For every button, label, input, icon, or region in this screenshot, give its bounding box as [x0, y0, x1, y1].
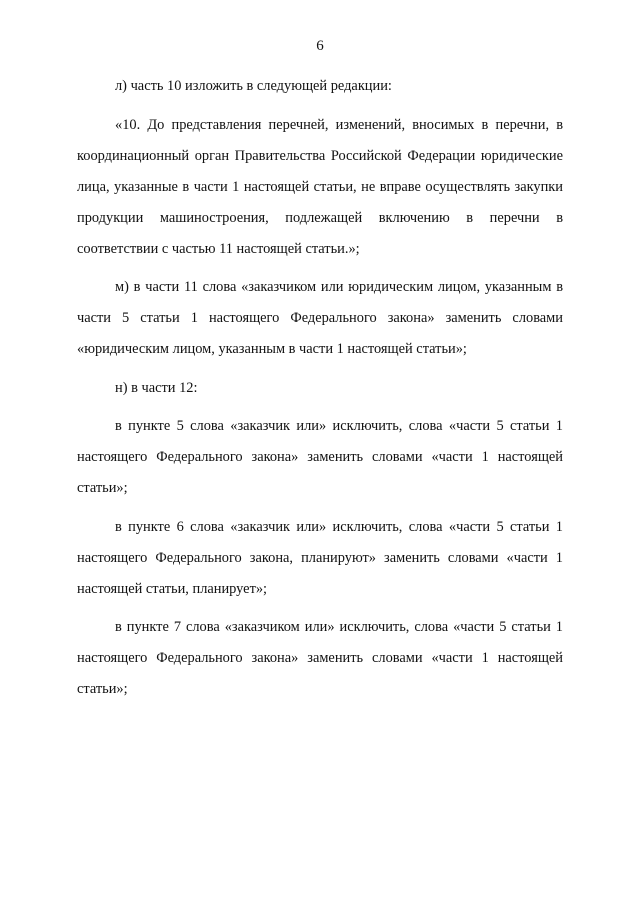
- paragraph-l-part-10: л) часть 10 изложить в следующей редакции:: [115, 78, 392, 94]
- paragraph-point-7: в пункте 7 слова «заказчиком или» исключить, слова «части 5 статьи 1 настоящего Федерального закона» заменить словами «части 1 настоящей статьи»;: [77, 619, 563, 697]
- paragraph-n-part-12: н) в части 12:: [115, 379, 198, 396]
- paragraph-point-5: в пункте 5 слова «заказчик или» исключить, слова «части 5 статьи 1 настоящего Федерального закона» заменить словами «части 1 настоящей статьи»;: [77, 418, 563, 496]
- paragraph-quoted-part-10: «10. До представления перечней, изменений, вносимых в перечни, в координационный орган Правительства Российской Федерации юридические лица, указанные в части 1 настоящей статьи, не вправе осуществлять закупки продукции машиностроения, подлежащей включению в перечни в соответствии с частью 11 настоящей статьи.»;: [77, 116, 563, 257]
- paragraph-m-part-11: м) в части 11 слова «заказчиком или юридическим лицом, указанным в части 5 статьи 1 настоящего Федерального закона» заменить словами «юридическим лицом, указанным в части 1 настоящей статьи»;: [77, 279, 563, 357]
- paragraph-point-6: в пункте 6 слова «заказчик или» исключить, слова «части 5 статьи 1 настоящего Федерального закона, планируют» заменить словами «части 1 настоящей статьи, планирует»;: [77, 518, 563, 597]
- document-body: [77, 71, 563, 713]
- page-number: 6: [316, 38, 324, 54]
